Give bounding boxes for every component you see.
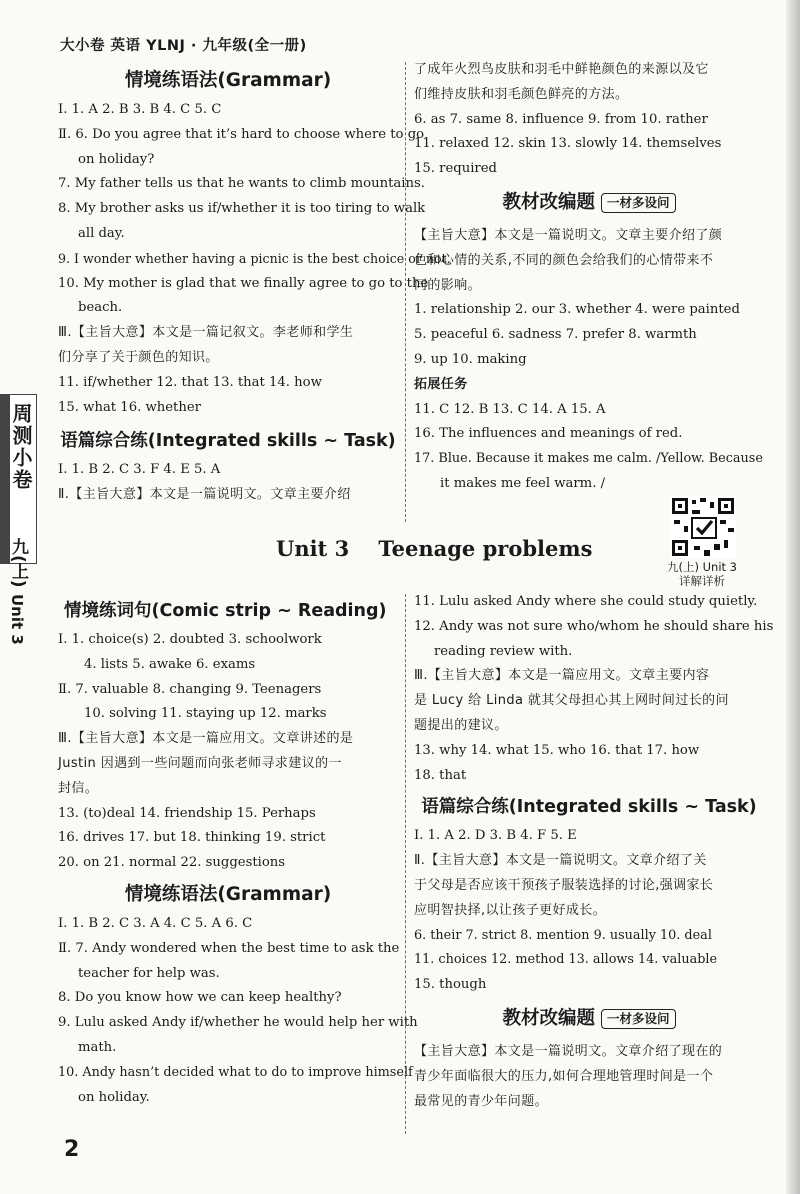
answer-line: Ⅱ. 7. valuable 8. changing 9. Teenagers — [58, 681, 322, 697]
answer-line: 10. My mother is glad that we finally agree to go to the — [58, 275, 429, 291]
answer-line: Ⅰ. 1. A 2. B 3. B 4. C 5. C — [58, 102, 222, 117]
answer-line: 9. Lulu asked Andy if/whether he would help her with — [58, 1015, 418, 1031]
answer-line: 封信。 — [58, 780, 99, 796]
section-tag: 一材多设问 — [601, 193, 676, 213]
answer-line: 20. on 21. normal 22. suggestions — [58, 855, 286, 871]
page-header: 大小卷 英语 YLNJ · 九年级(全一册) — [60, 38, 307, 54]
answer-line: 题提出的建议。 — [414, 717, 508, 733]
answer-line: Justin 因遇到一些问题而向张老师寻求建议的一 — [58, 755, 342, 771]
answer-line: reading review with. — [434, 643, 573, 659]
answer-line: 4. lists 5. awake 6. exams — [84, 656, 256, 672]
answer-line: Ⅰ. 1. B 2. C 3. A 4. C 5. A 6. C — [58, 915, 253, 931]
answer-line: Ⅰ. 1. B 2. C 3. F 4. E 5. A — [58, 462, 221, 478]
answer-line: 16. The influences and meanings of red. — [414, 426, 683, 442]
answer-line: 13. why 14. what 15. who 16. that 17. how — [414, 742, 700, 758]
section-heading-integrated: 语篇综合练(Integrated skills ~ Task) — [60, 431, 396, 452]
sidebar-grade: 九(上) — [8, 538, 28, 588]
answer-line: 了成年火烈鸟皮肤和羽毛中鲜艳颜色的来源以及它 — [414, 62, 709, 77]
answer-line: 最常见的青少年问题。 — [414, 1093, 549, 1109]
answer-line: 15. though — [414, 977, 487, 993]
answer-line: Ⅲ.【主旨大意】本文是一篇应用文。文章主要内容 — [414, 668, 710, 684]
unit-title: Unit 3 Teenage problems — [276, 536, 593, 561]
answer-line: Ⅱ.【主旨大意】本文是一篇说明文。文章主要介绍 — [58, 487, 351, 503]
qr-caption-line2: 详解详析 — [679, 574, 725, 588]
answer-line: Ⅰ. 1. A 2. D 3. B 4. F 5. E — [414, 828, 577, 844]
answer-line: 15. required — [414, 161, 497, 177]
page-number: 2 — [64, 1137, 80, 1162]
section-heading-comic: 情境练词句(Comic strip ~ Reading) — [64, 601, 387, 621]
subsection-label: 拓展任务 — [414, 376, 468, 392]
answer-line: 18. that — [414, 767, 467, 783]
answer-line: 10. Andy hasn’t decided what to do to improve himself — [58, 1064, 413, 1080]
answer-line: on holiday? — [78, 151, 155, 167]
answer-line: 13. (to)deal 14. friendship 15. Perhaps — [58, 805, 316, 821]
answer-line: teacher for help was. — [78, 965, 220, 981]
section-heading-text: 教材改编题 — [502, 1007, 595, 1029]
answer-line: Ⅲ.【主旨大意】本文是一篇记叙文。李老师和学生 — [58, 325, 354, 341]
answer-line: 1. relationship 2. our 3. whether 4. were painted — [414, 302, 740, 318]
qr-caption-line1: 九(上) Unit 3 — [666, 560, 737, 574]
qr-code[interactable] — [670, 496, 736, 558]
answer-line: on holiday. — [78, 1089, 150, 1105]
answer-line: Ⅱ.【主旨大意】本文是一篇说明文。文章介绍了关 — [414, 853, 707, 869]
answer-line: it makes me feel warm. / — [440, 475, 606, 491]
answer-line: Ⅲ.【主旨大意】本文是一篇应用文。文章讲述的是 — [58, 731, 354, 747]
answer-line: 【主旨大意】本文是一篇说明文。文章介绍了现在的 — [414, 1043, 723, 1059]
answer-line: 6. their 7. strict 8. mention 9. usually 10. deal — [414, 927, 712, 943]
answer-line: 7. My father tells us that he wants to climb mountains. — [58, 176, 425, 192]
answer-line: 10. solving 11. staying up 12. marks — [84, 706, 327, 722]
answer-line: 11. C 12. B 13. C 14. A 15. A — [414, 401, 606, 417]
bottom-left-column — [58, 594, 418, 1110]
answer-line: 们分享了关于颜色的知识。 — [58, 349, 219, 365]
page-edge-shadow — [786, 0, 800, 1194]
answer-line: 应明智抉择,以让孩子更好成长。 — [414, 902, 607, 918]
qr-caption — [660, 560, 744, 588]
answer-line: 5. peaceful 6. sadness 7. prefer 8. warmth — [414, 327, 697, 343]
answer-line: 12. Andy was not sure who/whom he should share his — [414, 618, 774, 634]
answer-line: 11. relaxed 12. skin 13. slowly 14. themselves — [414, 136, 722, 152]
section-tag: 一材多设问 — [601, 1009, 676, 1029]
section-heading-grammar: 情境练语法(Grammar) — [124, 70, 332, 91]
answer-line: 9. I wonder whether having a picnic is the best choice or not. — [58, 250, 451, 266]
answer-line: 青少年面临很大的压力,如何合理地管理时间是一个 — [414, 1068, 714, 1084]
answer-line: 17. Blue. Because it makes me calm. /Yellow. Because — [414, 451, 763, 467]
section-heading-textbook — [414, 188, 764, 218]
answer-line: 9. up 10. making — [414, 351, 527, 367]
answer-line: 于父母是否应该干预孩子服装选择的讨论,强调家长 — [414, 877, 714, 893]
answer-line: all day. — [78, 225, 125, 241]
answer-line: beach. — [78, 300, 123, 316]
answer-line: 11. Lulu asked Andy where she could study quietly. — [414, 594, 758, 609]
section-heading-grammar-2: 情境练语法(Grammar) — [124, 883, 332, 905]
top-right-column — [414, 58, 764, 497]
answer-line: Ⅱ. 7. Andy wondered when the best time to ask the — [58, 940, 400, 956]
bottom-right-column — [414, 590, 774, 1114]
section-heading-textbook-2 — [414, 1004, 764, 1034]
answer-line: 11. if/whether 12. that 13. that 14. how — [58, 374, 322, 390]
answer-line: math. — [78, 1039, 117, 1055]
section-heading-integrated-2: 语篇综合练(Integrated skills ~ Task) — [421, 797, 757, 818]
answer-line: 15. what 16. whether — [58, 399, 201, 415]
answer-line: 8. My brother asks us if/whether it is too tiring to walk — [58, 201, 426, 217]
column-divider-bottom — [405, 594, 406, 1134]
sidebar-tab-label: 周测小卷 — [9, 403, 33, 491]
answer-line: 8. Do you know how we can keep healthy? — [58, 990, 342, 1006]
sidebar-unit: Unit 3 — [8, 594, 26, 645]
answer-line: 6. as 7. same 8. influence 9. from 10. rather — [414, 111, 708, 127]
answer-line: 们维持皮肤和羽毛颜色鲜亮的方法。 — [414, 86, 629, 102]
answer-line: 同的影响。 — [414, 277, 482, 293]
section-heading-text: 教材改编题 — [502, 191, 595, 213]
answer-line: 16. drives 17. but 18. thinking 19. strict — [58, 830, 326, 846]
answer-line: 是 Lucy 给 Linda 就其父母担心其上网时间过长的问 — [414, 693, 729, 709]
answer-line: 【主旨大意】本文是一篇说明文。文章主要介绍了颜 — [414, 227, 723, 243]
answer-line: 色和心情的关系,不同的颜色会给我们的心情带来不 — [414, 252, 714, 268]
answer-line: Ⅱ. 6. Do you agree that it’s hard to choose where to go — [58, 126, 425, 142]
answer-line: 11. choices 12. method 13. allows 14. valuable — [414, 952, 718, 968]
answer-line: Ⅰ. 1. choice(s) 2. doubted 3. schoolwork — [58, 632, 322, 647]
